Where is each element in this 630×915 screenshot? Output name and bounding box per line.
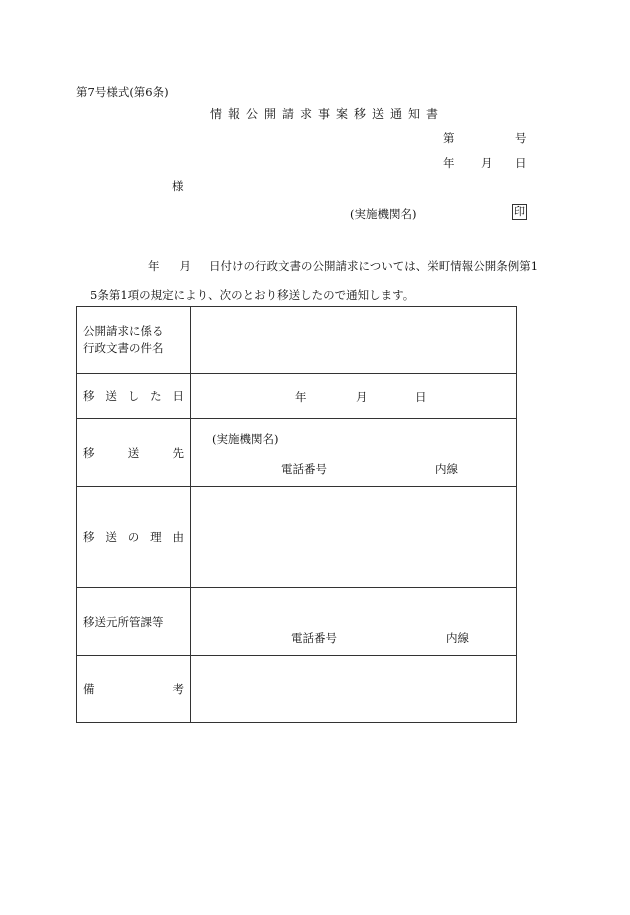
form-number: 第7号様式(第6条): [76, 85, 169, 99]
table-row-reason: [77, 487, 517, 588]
table-row-origin-dept: [77, 588, 517, 656]
body-paragraph-line2: 5条第1項の規定により、次のとおり移送したので通知します。: [90, 288, 415, 302]
transfer-details-table: [76, 306, 517, 723]
origin-extension-label: 内線: [446, 631, 469, 645]
label-document-name-line1: 公開請求に係る: [83, 324, 164, 338]
transfer-date-day: 日: [415, 390, 427, 404]
label-reason: 移 送 の 理 由: [77, 487, 191, 588]
date-day-label: 日: [515, 156, 527, 170]
table-row-document-name: [77, 307, 517, 374]
seal-stamp: 印: [514, 205, 525, 218]
destination-agency-label: (実施機関名): [212, 432, 279, 446]
label-destination: 移 送 先: [77, 419, 191, 487]
destination-extension-label: 内線: [435, 462, 458, 476]
body-month: 月: [179, 259, 191, 273]
label-remarks: 備 考: [77, 656, 191, 723]
table-row-remarks: [77, 656, 517, 723]
table-row-destination: [77, 419, 517, 487]
table-row-transfer-date: [77, 374, 517, 419]
label-transfer-date: 移 送 し た 日: [77, 374, 191, 419]
document-title: 情報公開請求事案移送通知書: [210, 107, 445, 121]
reason-field[interactable]: [191, 487, 517, 588]
body-line1-text: 日付けの行政文書の公開請求については、栄町情報公開条例第1: [209, 259, 539, 273]
label-origin-dept: 移送元所管課等: [77, 588, 191, 656]
body-paragraph-line1: [148, 258, 538, 274]
label-document-name: [77, 307, 191, 374]
remarks-field[interactable]: [191, 656, 517, 723]
destination-field[interactable]: [191, 419, 517, 487]
destination-phone-label: 電話番号: [281, 462, 327, 476]
date-year-label: 年: [443, 156, 455, 170]
document-name-field[interactable]: [191, 307, 517, 374]
origin-dept-field[interactable]: [191, 588, 517, 656]
agency-name-label: (実施機関名): [350, 207, 417, 221]
label-document-name-line2: 行政文書の件名: [83, 341, 164, 355]
transfer-date-field[interactable]: [191, 374, 517, 419]
number-prefix: 第: [443, 131, 455, 145]
transfer-date-year: 年: [295, 390, 307, 404]
body-year: 年: [148, 259, 160, 273]
transfer-date-month: 月: [356, 390, 368, 404]
number-suffix: 号: [515, 131, 527, 145]
origin-phone-label: 電話番号: [291, 631, 337, 645]
date-month-label: 月: [481, 156, 493, 170]
addressee-suffix: 様: [172, 179, 184, 193]
